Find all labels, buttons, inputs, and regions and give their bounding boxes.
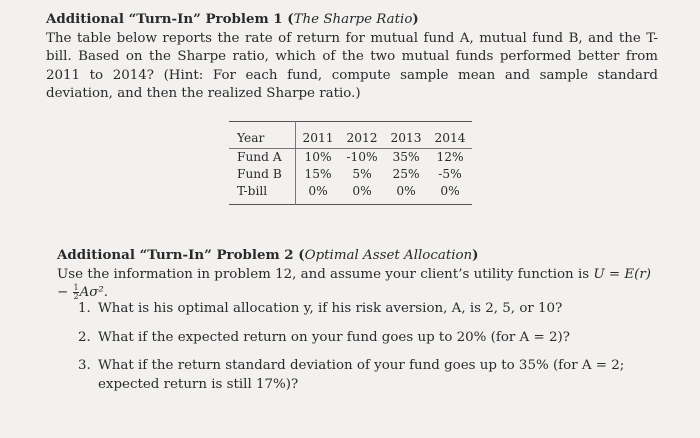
table-header-year: Year xyxy=(237,131,265,145)
row-label-fund-b: Fund B xyxy=(237,167,282,181)
utility-formula-rhs: Aσ². xyxy=(79,285,109,301)
table-cell: 0% xyxy=(296,183,341,205)
table-cell: 35% xyxy=(392,150,420,164)
fraction-numerator: 1 xyxy=(73,283,79,293)
table-cell: 5% xyxy=(352,167,372,181)
problem-2-title-topic: Optimal Asset Allocation xyxy=(304,248,473,263)
table-cell: -5% xyxy=(438,167,462,181)
table-cell: -10% xyxy=(346,150,378,164)
utility-formula-fraction xyxy=(73,284,78,301)
table-row xyxy=(229,183,472,205)
list-item xyxy=(78,300,658,319)
problem-1-body: The table below reports the rate of return for mutual fund A, mutual fund B, and the T-bill. Based on the Sharpe ratio, which of the two mutual funds performed better from 2011 to 2014? (Hint: For each fund, compute sample mean and sample standard deviation, and then the realized Sharpe ratio.) xyxy=(46,30,658,102)
problem-2-intro: Use the information in problem 12, and assume your client’s utility function is U = E(r) − $\frac{1}{2}$ Aσ². xyxy=(57,266,652,302)
problem-1-title: Additional “Turn-In” Problem 1 (The Sharpe Ratio) xyxy=(46,11,419,27)
question-number: 2. xyxy=(78,329,91,345)
row-label-t-bill: T-bill xyxy=(237,184,268,198)
fraction-denominator: 2 xyxy=(73,292,79,302)
problem-2-title: Additional “Turn-In” Problem 2 (Optimal Asset Allocation) xyxy=(57,247,479,263)
table-header-2012: 2012 xyxy=(346,131,378,145)
table-cell: 15% xyxy=(296,166,341,183)
table-cell: 12% xyxy=(436,150,464,164)
table-cell: 0% xyxy=(352,184,372,198)
question-text: What if the expected return on your fund goes up to 20% (for A = 2)? xyxy=(98,329,570,345)
table-header-2013: 2013 xyxy=(390,131,422,145)
table-header-2011: 2011 xyxy=(296,122,341,149)
problem-1 xyxy=(46,10,658,104)
problem-1-title-topic: The Sharpe Ratio xyxy=(293,12,413,27)
list-item xyxy=(78,357,658,394)
table-row xyxy=(229,166,472,183)
table-cell: 10% xyxy=(296,149,341,167)
list-item xyxy=(78,329,658,348)
table-cell: 0% xyxy=(396,184,416,198)
table-header-row xyxy=(229,122,472,149)
table-cell: 25% xyxy=(392,167,420,181)
table-cell: 0% xyxy=(440,184,460,198)
question-text: What is his optimal allocation y, if his risk aversion, A, is 2, 5, or 10? xyxy=(98,301,563,316)
question-text: What if the return standard deviation of your fund goes up to 35% (for A = 2; expected return is still 17%)? xyxy=(98,358,625,392)
row-label-fund-a: Fund A xyxy=(237,150,282,164)
question-number: 3. xyxy=(78,358,91,374)
problem-2 xyxy=(57,246,657,303)
table-row xyxy=(229,149,472,167)
question-number: 1. xyxy=(78,301,91,316)
table-header-2014: 2014 xyxy=(434,131,466,145)
returns-table xyxy=(229,121,472,205)
question-list xyxy=(78,300,658,394)
utility-formula-lhs: U = E(r) − xyxy=(57,266,652,301)
